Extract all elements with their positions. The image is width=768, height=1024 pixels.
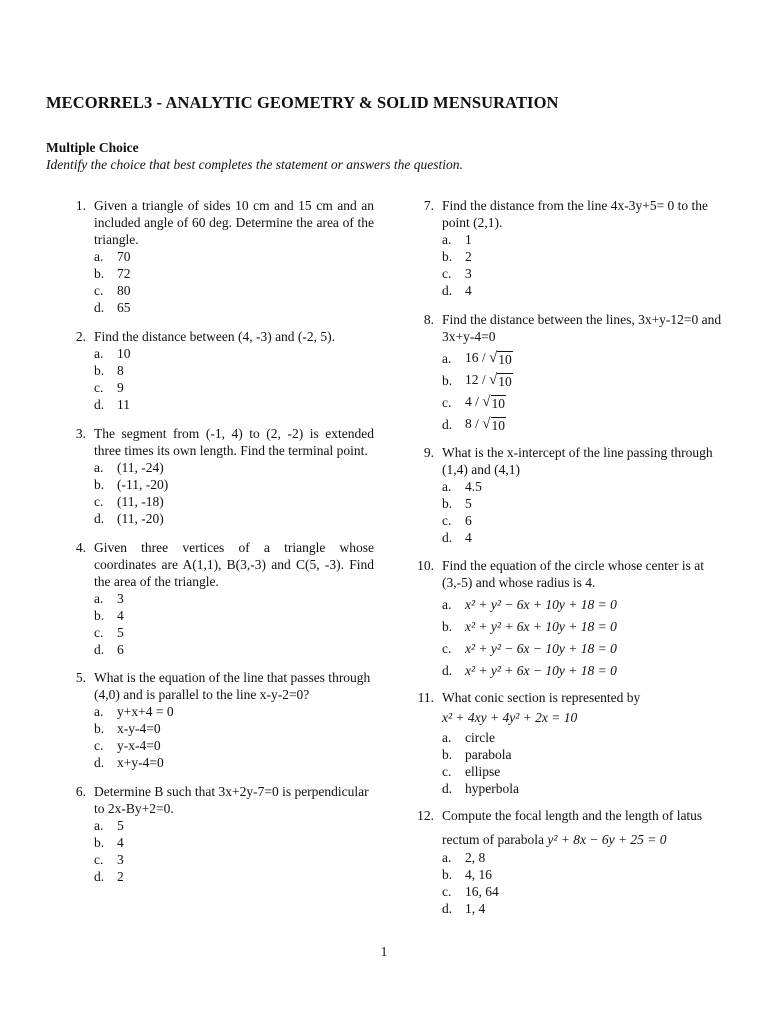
- question-number: 3.: [75, 426, 86, 441]
- choice-a: a. 2, 8: [442, 850, 486, 865]
- choice-c: c. ellipse: [442, 764, 501, 779]
- question-text: The segment from (-1, 4) to (2, -2) is extended three times its own length. Find the terminal point.: [94, 426, 374, 458]
- choice-a: a. 16 / √ 10: [442, 350, 512, 367]
- question-text: Find the distance between the lines, 3x+y-12=0 and 3x+y-4=0: [442, 312, 722, 344]
- conic-equation: x² + 4xy + 4y² + 2x = 10: [442, 710, 578, 725]
- choice-a: a. 3: [94, 591, 124, 606]
- choice-b: b. 4, 16: [442, 867, 492, 882]
- question-number: 4.: [75, 540, 86, 555]
- choice-b: b. (-11, -20): [94, 477, 169, 492]
- question-number: 9.: [423, 445, 434, 460]
- question-text: Given a triangle of sides 10 cm and 15 cm and an included angle of 60 deg. Determine the area of the triangle.: [94, 198, 374, 247]
- choice-b: b. 8: [94, 363, 124, 378]
- question-text: What is the x-intercept of the line passing through (1,4) and (4,1): [442, 445, 713, 477]
- question-number: 10.: [417, 558, 434, 573]
- parabola-equation: y² + 8x − 6y + 25 = 0: [547, 831, 667, 847]
- choice-c: c. 4 / √ 10: [442, 394, 505, 411]
- choice-b: b. 72: [94, 266, 131, 281]
- question-text: Find the equation of the circle whose center is at (3,-5) and whose radius is 4.: [442, 558, 705, 590]
- question-text: What is the equation of the line that passes through (4,0) and is parallel to the line x-y-2=0?: [94, 670, 371, 702]
- question-text: Given three vertices of a triangle whose coordinates are A(1,1), B(3,-3) and C(5, -3). Find the area of the triangle.: [94, 540, 374, 589]
- choice-c: c. x² + y² − 6x − 10y + 18 = 0: [442, 640, 617, 656]
- square-root-icon: √ 10: [489, 350, 512, 367]
- choice-d: d. x² + y² + 6x − 10y + 18 = 0: [442, 662, 617, 678]
- choice-a: a. 70: [94, 249, 131, 264]
- choice-a: a. 1: [442, 232, 472, 247]
- choice-c: c. 3: [94, 852, 124, 867]
- page-number: 1: [380, 944, 388, 959]
- choice-c: c. 16, 64: [442, 884, 499, 899]
- section-heading: Multiple Choice: [46, 140, 139, 155]
- choice-b: b. 2: [442, 249, 472, 264]
- choice-b: b. 4: [94, 608, 124, 623]
- choice-d: d. 65: [94, 300, 131, 315]
- question-number: 6.: [75, 784, 86, 799]
- question-number: 2.: [75, 329, 86, 344]
- question-number: 1.: [75, 198, 86, 213]
- question-5: [62, 669, 374, 771]
- question-4: [62, 539, 374, 658]
- choice-a: a. y+x+4 = 0: [94, 704, 174, 719]
- choice-b: b. x² + y² + 6x + 10y + 18 = 0: [442, 618, 617, 634]
- choice-b: b. x-y-4=0: [94, 721, 161, 736]
- question-text: Find the distance from the line 4x-3y+5= 0 to the point (2,1).: [442, 198, 709, 230]
- question-text: Determine B such that 3x+2y-7=0 is perpendicular to 2x-By+2=0.: [94, 784, 369, 816]
- choice-d: d. hyperbola: [442, 781, 519, 796]
- question-6: [62, 783, 374, 885]
- instructions: Identify the choice that best completes the statement or answers the question.: [46, 157, 463, 172]
- question-9: [410, 444, 726, 546]
- question-2: [62, 328, 374, 413]
- choice-d: d. 6: [94, 642, 124, 657]
- choice-c: c. 6: [442, 513, 472, 528]
- question-11: [410, 689, 726, 797]
- question-text: What conic section is represented by: [442, 690, 641, 705]
- choice-a: a. 10: [94, 346, 131, 361]
- choice-a: a. 5: [94, 818, 124, 833]
- choice-a: a. 4.5: [442, 479, 482, 494]
- square-root-icon: √ 10: [482, 416, 505, 433]
- choice-d: d. 1, 4: [442, 901, 486, 916]
- choice-b: b. 12 / √ 10: [442, 372, 512, 389]
- question-number: 12.: [417, 808, 434, 823]
- choice-a: a. (11, -24): [94, 460, 164, 475]
- question-8: [410, 311, 726, 435]
- choice-d: d. 4: [442, 283, 472, 298]
- choice-b: b. 5: [442, 496, 472, 511]
- choice-c: c. 5: [94, 625, 124, 640]
- choice-d: d. 11: [94, 397, 130, 412]
- choice-c: c. 3: [442, 266, 472, 281]
- square-root-icon: √ 10: [489, 372, 512, 389]
- question-number: 7.: [423, 198, 434, 213]
- question-10: [410, 557, 726, 681]
- choice-c: c. (11, -18): [94, 494, 164, 509]
- choice-d: d. 8 / √ 10: [442, 416, 505, 433]
- question-7: [410, 197, 726, 299]
- question-number: 11.: [417, 690, 434, 705]
- question-3: [62, 425, 374, 527]
- choice-b: b. 4: [94, 835, 124, 850]
- choice-c: c. 9: [94, 380, 124, 395]
- choice-d: d. 4: [442, 530, 472, 545]
- question-text: Find the distance between (4, -3) and (-2, 5).: [94, 329, 336, 344]
- choice-c: c. y-x-4=0: [94, 738, 161, 753]
- choice-d: d. x+y-4=0: [94, 755, 164, 770]
- question-number: 8.: [423, 312, 434, 327]
- choice-b: b. parabola: [442, 747, 512, 762]
- question-1: [62, 197, 374, 316]
- choice-c: c. 80: [94, 283, 131, 298]
- choice-d: d. (11, -20): [94, 511, 164, 526]
- page-title: MECORREL3 - ANALYTIC GEOMETRY & SOLID MENSURATION: [46, 93, 559, 112]
- choice-d: d. 2: [94, 869, 124, 884]
- question-text: Compute the focal length and the length of latus: [442, 808, 703, 823]
- choice-a: a. x² + y² − 6x + 10y + 18 = 0: [442, 596, 617, 612]
- question-number: 5.: [75, 670, 86, 685]
- square-root-icon: √ 10: [482, 394, 505, 411]
- question-12: [410, 807, 726, 917]
- choice-a: a. circle: [442, 730, 495, 745]
- question-text-line2: rectum of parabola: [442, 831, 544, 847]
